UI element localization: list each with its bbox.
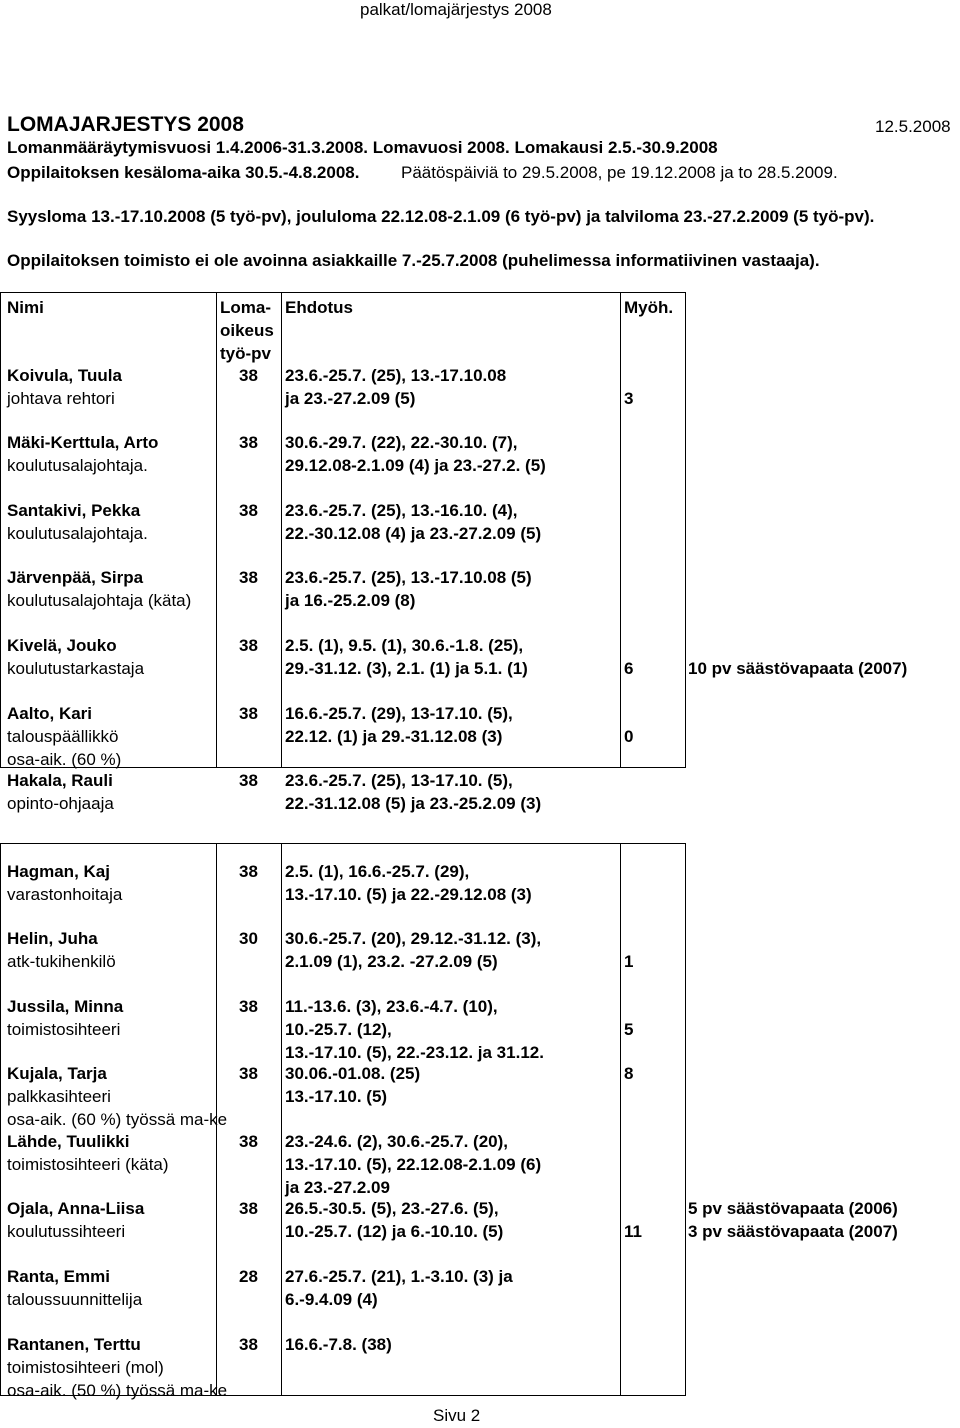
table2-border-top (0, 843, 686, 844)
row-myoh: 0 (624, 727, 634, 746)
page-footer: Sivu 2 (433, 1406, 481, 1425)
row-loma: 38 (239, 997, 258, 1016)
row-role: johtava rehtori (7, 389, 115, 408)
row-name: Lähde, Tuulikki (7, 1132, 130, 1151)
row-loma: 38 (239, 568, 258, 587)
document-date: 12.5.2008 (875, 117, 951, 136)
row-ehdotus-2: 22.-30.12.08 (4) ja 23.-27.2.09 (5) (285, 524, 542, 543)
row-loma: 38 (239, 862, 258, 881)
row-name: Kivelä, Jouko (7, 636, 117, 655)
row-ehdotus-2: 13.-17.10. (5) (285, 1087, 388, 1106)
row-ehdotus-1: 26.5.-30.5. (5), 23.-27.6. (5), (285, 1199, 499, 1218)
table2-divider-4 (685, 843, 686, 1395)
row-loma: 38 (239, 1064, 258, 1083)
row-loma: 38 (239, 366, 258, 385)
row-role: toimistosihteeri (käta) (7, 1155, 169, 1174)
row-ehdotus-1: 11.-13.6. (3), 23.6.-4.7. (10), (285, 997, 498, 1016)
table-divider-1 (216, 292, 217, 768)
row-loma: 28 (239, 1267, 258, 1286)
row-ehdotus-2: 29.12.08-2.1.09 (4) ja 23.-27.2. (5) (285, 456, 546, 475)
row-ehdotus-2: 22.12. (1) ja 29.-31.12.08 (3) (285, 727, 503, 746)
row-name: Koivula, Tuula (7, 366, 122, 385)
row-myoh: 3 (624, 389, 634, 408)
table2-divider-3 (620, 843, 621, 1395)
row-role-2: osa-aik. (50 %) työssä ma-ke (7, 1381, 228, 1400)
row-name: Järvenpää, Sirpa (7, 568, 144, 587)
row-name: Helin, Juha (7, 929, 98, 948)
row-name: Jussila, Minna (7, 997, 124, 1016)
row-ehdotus-1: 23.6.-25.7. (25), 13.-17.10.08 (5) (285, 568, 532, 587)
document-title: LOMAJARJESTYS 2008 (7, 113, 244, 136)
row-name: Santakivi, Pekka (7, 501, 141, 520)
row-role-2: osa-aik. (60 %) työssä ma-ke (7, 1110, 228, 1129)
row-ehdotus-2: 2.1.09 (1), 23.2. -27.2.09 (5) (285, 952, 498, 971)
row-ehdotus-2: ja 16.-25.2.09 (8) (285, 591, 416, 610)
row-name: Ranta, Emmi (7, 1267, 110, 1286)
row-loma: 38 (239, 501, 258, 520)
row-name: Aalto, Kari (7, 704, 93, 723)
row-loma: 38 (239, 1132, 258, 1151)
row-loma: 38 (239, 704, 258, 723)
row-name: Rantanen, Terttu (7, 1335, 141, 1354)
row-note-2: 3 pv säästövapaata (2007) (688, 1222, 898, 1241)
row-loma: 30 (239, 929, 258, 948)
row-name: Kujala, Tarja (7, 1064, 107, 1083)
row-name: Ojala, Anna-Liisa (7, 1199, 145, 1218)
row-ehdotus-2: ja 23.-27.2.09 (5) (285, 389, 416, 408)
row-loma: 38 (239, 433, 258, 452)
col-header-nimi: Nimi (7, 298, 44, 317)
info-line-2b: Päätöspäiviä to 29.5.2008, pe 19.12.2008 ja to 28.5.2009. (401, 163, 838, 182)
row-role: talouspäällikkö (7, 727, 119, 746)
row-role: toimistosihteeri (mol) (7, 1358, 164, 1377)
info-line-3: Syysloma 13.-17.10.2008 (5 työ-pv), joululoma 22.12.08-2.1.09 (6 työ-pv) ja talviloma 23.-27.2.2009 (5 työ-pv). (7, 207, 875, 226)
row-role: koulutusalajohtaja. (7, 456, 148, 475)
table-divider-4 (685, 292, 686, 768)
col-header-ehdotus: Ehdotus (285, 298, 353, 317)
info-line-2a: Oppilaitoksen kesäloma-aika 30.5.-4.8.2008. (7, 163, 360, 182)
row-ehdotus-1: 30.06.-01.08. (25) (285, 1064, 421, 1083)
row-ehdotus-3: ja 23.-27.2.09 (285, 1178, 390, 1197)
row-role: koulutusalajohtaja (käta) (7, 591, 192, 610)
row-myoh: 8 (624, 1064, 634, 1083)
row-ehdotus-1: 23.6.-25.7. (25), 13.-16.10. (4), (285, 501, 518, 520)
row-name: Mäki-Kerttula, Arto (7, 433, 159, 452)
row-note-1: 5 pv säästövapaata (2006) (688, 1199, 898, 1218)
row-ehdotus-1: 30.6.-29.7. (22), 22.-30.10. (7), (285, 433, 518, 452)
row-name: Hagman, Kaj (7, 862, 110, 881)
row-role: toimistosihteeri (7, 1020, 121, 1039)
table-border-top (0, 292, 686, 293)
row-ehdotus-1: 27.6.-25.7. (21), 1.-3.10. (3) ja (285, 1267, 513, 1286)
row-ehdotus-1: 16.6.-25.7. (29), 13-17.10. (5), (285, 704, 513, 723)
table-border-left (0, 292, 1, 768)
page-header: palkat/lomajärjestys 2008 (360, 0, 552, 19)
row-role: taloussuunnittelija (7, 1290, 143, 1309)
row-role: atk-tukihenkilö (7, 952, 116, 971)
row-ehdotus-2: 10.-25.7. (12), (285, 1020, 392, 1039)
row-ehdotus-1: 16.6.-7.8. (38) (285, 1335, 392, 1354)
row-loma: 38 (239, 1335, 258, 1354)
row-note: 10 pv säästövapaata (2007) (688, 659, 908, 678)
row-loma: 38 (239, 1199, 258, 1218)
table2-border-left (0, 843, 1, 1395)
row-myoh: 1 (624, 952, 634, 971)
row-ehdotus-1: 23.6.-25.7. (25), 13.-17.10.08 (285, 366, 507, 385)
row-ehdotus-1: 2.5. (1), 16.6.-25.7. (29), (285, 862, 470, 881)
col-header-loma-2: oikeus (220, 321, 274, 340)
row-role: palkkasihteeri (7, 1087, 111, 1106)
table-divider-3 (620, 292, 621, 768)
row-role: koulutussihteeri (7, 1222, 126, 1241)
row-ehdotus-1: 2.5. (1), 9.5. (1), 30.6.-1.8. (25), (285, 636, 524, 655)
row-role: varastonhoitaja (7, 885, 123, 904)
row-role: opinto-ohjaaja (7, 794, 114, 813)
info-line-4: Oppilaitoksen toimisto ei ole avoinna asiakkaille 7.-25.7.2008 (puhelimessa informatiivinen vastaaja). (7, 251, 820, 270)
row-ehdotus-2: 6.-9.4.09 (4) (285, 1290, 378, 1309)
info-line-1: Lomanmääräytymisvuosi 1.4.2006-31.3.2008. Lomavuosi 2008. Lomakausi 2.5.-30.9.2008 (7, 138, 718, 157)
row-ehdotus-1: 30.6.-25.7. (20), 29.12.-31.12. (3), (285, 929, 542, 948)
row-ehdotus-2: 29.-31.12. (3), 2.1. (1) ja 5.1. (1) (285, 659, 528, 678)
row-role: koulutustarkastaja (7, 659, 145, 678)
row-loma: 38 (239, 636, 258, 655)
row-ehdotus-1: 23.6.-25.7. (25), 13-17.10. (5), (285, 771, 513, 790)
row-myoh: 11 (624, 1222, 642, 1241)
row-loma: 38 (239, 771, 258, 790)
row-myoh: 6 (624, 659, 634, 678)
col-header-loma-1: Loma- (220, 298, 271, 317)
row-ehdotus-3: 13.-17.10. (5), 22.-23.12. ja 31.12. (285, 1043, 544, 1062)
row-ehdotus-2: 10.-25.7. (12) ja 6.-10.10. (5) (285, 1222, 504, 1241)
col-header-loma-3: työ-pv (220, 344, 271, 363)
row-role-2: osa-aik. (60 %) (7, 750, 122, 769)
row-ehdotus-2: 13.-17.10. (5) ja 22.-29.12.08 (3) (285, 885, 532, 904)
table2-divider-2 (281, 843, 282, 1395)
row-myoh: 5 (624, 1020, 634, 1039)
row-name: Hakala, Rauli (7, 771, 113, 790)
row-ehdotus-2: 13.-17.10. (5), 22.12.08-2.1.09 (6) (285, 1155, 542, 1174)
row-ehdotus-2: 22.-31.12.08 (5) ja 23.-25.2.09 (3) (285, 794, 542, 813)
col-header-myoh: Myöh. (624, 298, 674, 317)
row-role: koulutusalajohtaja. (7, 524, 148, 543)
row-ehdotus-1: 23.-24.6. (2), 30.6.-25.7. (20), (285, 1132, 509, 1151)
table-divider-2 (281, 292, 282, 768)
